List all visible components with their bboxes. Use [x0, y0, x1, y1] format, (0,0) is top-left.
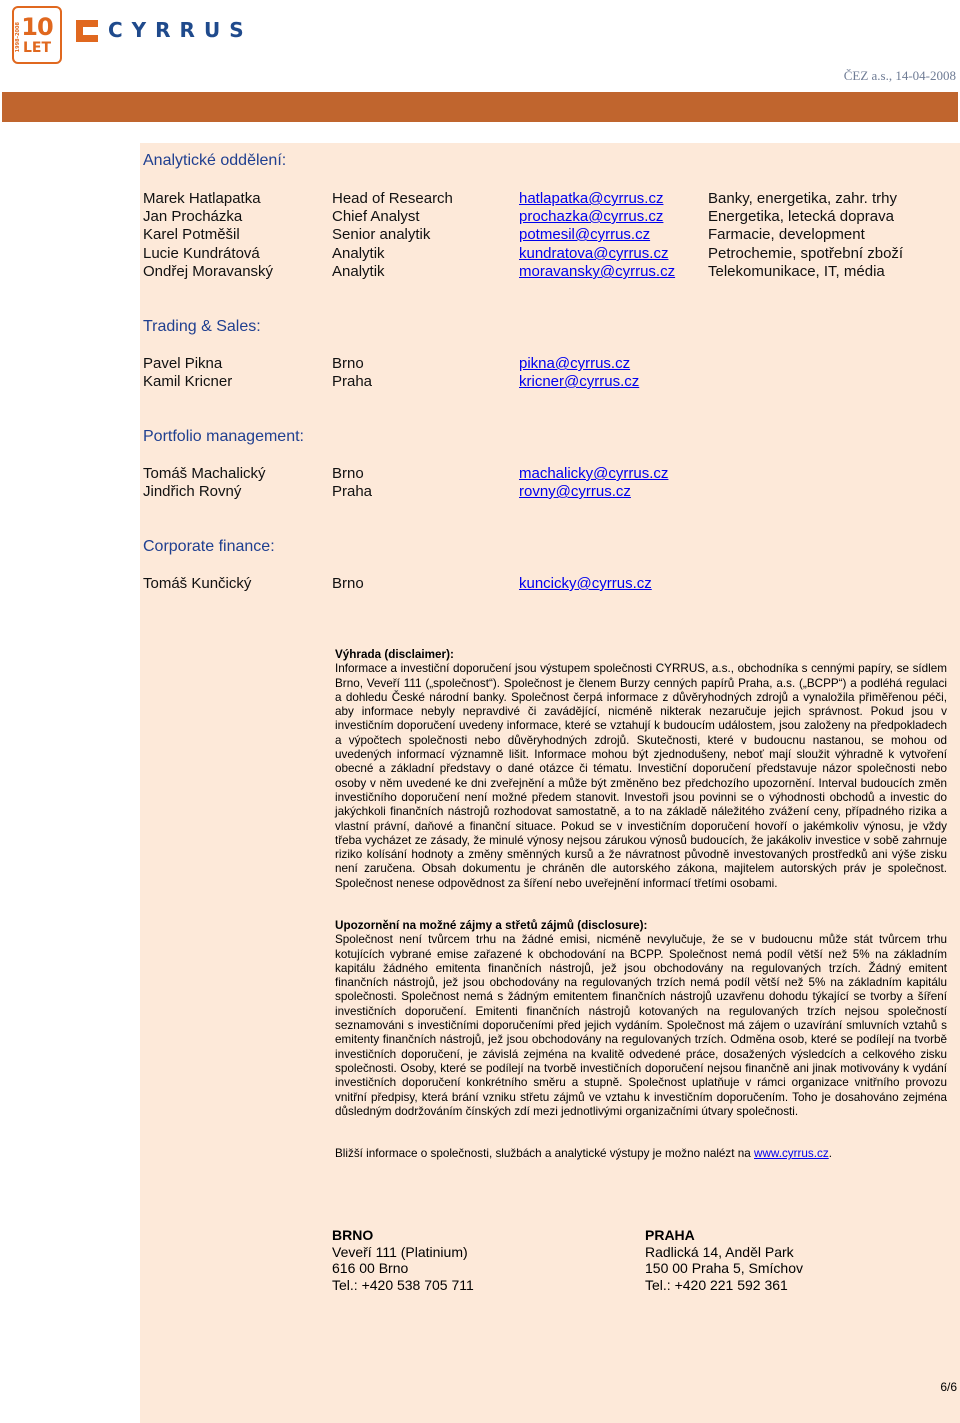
analyst-sector: Energetika, letecká doprava	[708, 208, 894, 225]
analyst-name: Jan Procházka	[143, 208, 243, 225]
portfolio-manager-city: Praha	[332, 483, 373, 500]
disclaimer-text: Informace a investiční doporučení jsou výstupem společnosti CYRRUS, a.s., obchodníka s cennými papíry, se sídlem Brno, Veveří 111 („společnost“). Společnost je členem Burzy cenných papírů Praha, a.s. („BCPP“) a podléhá regulaci a dohledu České národní banky. Společnost čerpá informace z důvěryhodných zdrojů a vynaložila přiměřenou péči, aby informace nebyly nepravdivé či zavádějící, nicméně nikterak nezaručuje jejich správnost. Pokud jsou v investičním doporučení uvedeny informace, které se vztahují k budoucím událostem, jsou založeny na předpokladech a výpočtech společnosti nebo důvěryhodných zdrojů. Skutečnosti, které v budoucnu nastanou, se mohou od uvedených informací významně lišit. Informace mohou být zjednodušeny, neboť mají sloužit výhradně k vytvoření obecné a základní představy o dané otázce či tématu. Investiční doporučení představuje názor společnosti nebo osoby v něm uvedené ke dni zveřejnění a může být změněno bez předchozího upozornění. Interval budoucích změn investičního doporučení není možné předem stanovit. Investoři jsou povinni se o výhodnosti obchodů a investic do jakýchkoli finančních nástrojů rozhodovat samostatně, a to na základě náležitého zvážení ceny, případného rizika a vlastní právní, daňové a finanční situace. Pokud se v investičním doporučení hovoří o jakémkoliv výnosu, je vždy třeba vycházet ze zásady, že minulé výnosy nejsou zárukou výnosů budoucích, že jakákoliv investice v sobě zahrnuje riziko kolísání hodnoty a změny směnných kursů a že návratnost původně investovaných prostředků ani výše zisku není zaručena. Obsah dokumentu je chráněn dle autorského zákona, majitelem autorských práv je společnost. Společnost nenese odpovědnost za šíření nebo uveřejnění informací třetími osobami.	[335, 662, 947, 890]
office-city: 616 00 Brno	[332, 1260, 409, 1276]
analyst-role: Analytik	[332, 263, 385, 280]
analyst-name: Karel Potměšil	[143, 226, 240, 243]
page-header	[0, 0, 960, 92]
section-title-portfolio: Portfolio management:	[143, 428, 304, 445]
analyst-email-link[interactable]: potmesil@cyrrus.cz	[519, 226, 651, 243]
analyst-sector: Telekomunikace, IT, média	[708, 263, 885, 280]
anniversary-badge	[12, 6, 62, 64]
disclaimer-block	[335, 648, 947, 891]
section-title-corporate: Corporate finance:	[143, 538, 275, 555]
trader-email-link[interactable]: pikna@cyrrus.cz	[519, 355, 631, 372]
office-street: Veveří 111 (Platinium)	[332, 1243, 468, 1260]
badge-label: LET	[22, 40, 52, 56]
office-praha	[645, 1227, 803, 1293]
cyrrus-logo-icon	[76, 20, 98, 42]
office-city: 150 00 Praha 5, Smíchov	[645, 1260, 803, 1276]
office-phone: Tel.: +420 538 705 711	[332, 1276, 474, 1293]
corporate-finance-email-link[interactable]: kuncicky@cyrrus.cz	[519, 575, 652, 592]
analyst-email-link[interactable]: moravansky@cyrrus.cz	[519, 263, 676, 280]
trader-name: Kamil Kricner	[143, 373, 233, 390]
analyst-sector: Petrochemie, spotřební zboží	[708, 245, 904, 262]
analyst-sector: Farmacie, development	[708, 226, 865, 243]
analyst-name: Marek Hatlapatka	[143, 190, 261, 207]
trader-city: Praha	[332, 373, 373, 390]
trader-name: Pavel Pikna	[143, 355, 223, 372]
corporate-finance-city: Brno	[332, 575, 364, 592]
header-bar	[2, 92, 958, 122]
office-title: BRNO	[332, 1227, 374, 1243]
corporate-finance-name: Tomáš Kunčický	[143, 575, 252, 592]
more-info-text: Bližší informace o společnosti, službách a analytické výstupy je možno nalézt na	[335, 1147, 751, 1160]
office-brno	[332, 1227, 474, 1293]
portfolio-manager-email-link[interactable]: machalicky@cyrrus.cz	[519, 465, 669, 482]
report-subject-date: ČEZ a.s., 14-04-2008	[843, 68, 956, 83]
analyst-sector: Banky, energetika, zahr. trhy	[708, 190, 897, 207]
trader-email-link[interactable]: kricner@cyrrus.cz	[519, 373, 640, 390]
section-title-trading: Trading & Sales:	[143, 318, 261, 335]
analyst-email-link[interactable]: prochazka@cyrrus.cz	[519, 208, 664, 225]
portfolio-manager-city: Brno	[332, 465, 364, 482]
badge-years: 1998–2008	[15, 22, 21, 53]
analyst-role: Analytik	[332, 245, 385, 262]
analyst-role: Chief Analyst	[332, 208, 420, 225]
analyst-email-link[interactable]: hatlapatka@cyrrus.cz	[519, 190, 664, 207]
analyst-role: Senior analytik	[332, 226, 431, 243]
disclosure-block	[335, 919, 947, 1119]
section-title-analytics: Analytické oddělení:	[143, 152, 287, 169]
portfolio-manager-email-link[interactable]: rovny@cyrrus.cz	[519, 483, 631, 500]
analyst-role: Head of Research	[332, 190, 453, 207]
office-street: Radlická 14, Anděl Park	[645, 1243, 794, 1260]
analyst-name: Ondřej Moravanský	[143, 263, 274, 280]
analyst-email-link[interactable]: kundratova@cyrrus.cz	[519, 245, 669, 262]
disclosure-text: Společnost není tvůrcem trhu na žádné emisi, nicméně nevylučuje, že se v budoucnu může stát tvůrcem trhu kotujících vybrané emise zařazené k obchodování na BCPP. Společnost nemá podíl větší než 5% na základním kapitálu žádného emitenta finančních nástrojů, jež jsou obchodovány na regulovaných trzích. Žádný emitent finančních nástrojů, jež jsou obchodovány na regulovaných trzích nemá podíl větší než 5% na základním kapitálu společnosti. Společnost nemá s žádným emitentem finančních nástrojů uzavřenu dohodu týkající se tvorby a šíření investičních doporučení. Emitenti finančních nástrojů kotovaných na regulovaných trzích nejsou společností seznamováni s investičními doporučeními před jejich vydáním. Společnost má zájem o uzavírání smluvních vztahů s emitenty finančních nástrojů, jež jsou obchodovány na regulovaných trzích. Odměna osob, které se podílejí na tvorbě investičních doporučení, je závislá zejména na kvalitě odvedené práce, dosažených výsledcích a celkového zisku společnosti. Osoby, které se podílejí na tvorbě investičních doporučení nejsou finančně ani jinak motivovány k vydání investičních doporučení konkrétního směru a stupně. Společnost uplatňuje v rámci organizace vnitřního provozu vnitřní předpisy, která brání vzniku střetu zájmů ve vztahu k investičním doporučením. Toho je dosahováno zejména důsledným dodržováním čínských zdí mezi jednotlivými organizačními útvary společnosti.	[335, 933, 947, 1118]
more-info-end: .	[828, 1147, 832, 1160]
website-link[interactable]: www.cyrrus.cz	[754, 1147, 829, 1160]
more-info-line	[335, 1147, 947, 1161]
analyst-name: Lucie Kundrátová	[143, 245, 260, 262]
portfolio-manager-name: Jindřich Rovný	[143, 483, 242, 500]
badge-number: 10	[21, 13, 53, 41]
portfolio-manager-name: Tomáš Machalický	[143, 465, 266, 482]
office-title: PRAHA	[645, 1227, 695, 1243]
trader-city: Brno	[332, 355, 364, 372]
disclosure-title: Upozornění na možné zájmy a střetů zájmů (disclosure):	[335, 919, 648, 932]
disclaimer-title: Výhrada (disclaimer):	[335, 648, 454, 661]
office-phone: Tel.: +420 221 592 361	[645, 1276, 788, 1293]
brand-name: CYRRUS	[108, 18, 253, 42]
page-number: 6/6	[940, 1380, 957, 1394]
